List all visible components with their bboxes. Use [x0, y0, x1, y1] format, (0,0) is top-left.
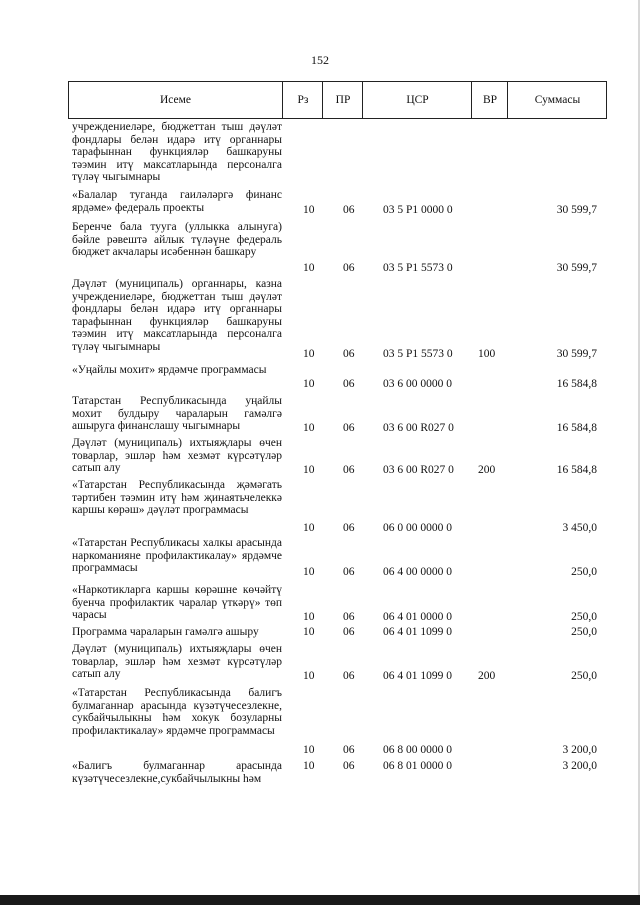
row-csr: 06 4 01 1099 0 [383, 626, 452, 638]
table-row [0, 687, 640, 757]
row-csr: 06 4 01 1099 0 [383, 670, 452, 682]
row-rz: 10 [303, 670, 315, 682]
row-vr: 200 [478, 670, 496, 682]
row-rz: 10 [303, 626, 315, 638]
row-name: Дәүләт (муниципаль) ихтыяҗлары өчен товарлар, эшләр һәм хезмәт күрсәтүләр сатып алу [72, 437, 282, 475]
header-csr: ЦСР [362, 82, 472, 118]
table-row [0, 760, 640, 788]
row-sum: 250,0 [571, 611, 597, 623]
row-csr: 03 6 00 R027 0 [383, 422, 454, 434]
row-csr: 03 6 00 0000 0 [383, 378, 452, 390]
row-name: «Татарстан Республикасында җәмәгать тәртибен тәэмин итү һәм җинаятьчелеккә каршы көрәш» дәүләт программасы [72, 479, 282, 517]
row-csr: 03 5 P1 0000 0 [383, 204, 453, 216]
row-sum: 30 599,7 [556, 262, 597, 274]
table-row [0, 626, 640, 640]
row-sum: 16 584,8 [556, 464, 597, 476]
header-sum: Суммасы [507, 82, 607, 118]
row-pr: 06 [343, 422, 355, 434]
table-row [0, 479, 640, 535]
table-header [68, 81, 607, 119]
row-rz: 10 [303, 744, 315, 756]
row-csr: 03 5 P1 5573 0 [383, 262, 453, 274]
row-pr: 06 [343, 522, 355, 534]
header-vr: ВР [471, 82, 508, 118]
row-csr: 06 8 00 0000 0 [383, 744, 452, 756]
row-sum: 250,0 [571, 566, 597, 578]
table-row [0, 121, 640, 183]
row-rz: 10 [303, 422, 315, 434]
row-name: Татарстан Республикасында уңайлы мохит булдыру чараларын гамәлгә ашыруга финанслашу чыгымнары [72, 395, 282, 433]
row-pr: 06 [343, 760, 355, 772]
row-sum: 250,0 [571, 670, 597, 682]
row-sum: 30 599,7 [556, 348, 597, 360]
row-csr: 06 4 01 0000 0 [383, 611, 452, 623]
row-pr: 06 [343, 626, 355, 638]
page-number: 152 [311, 53, 329, 67]
row-rz: 10 [303, 262, 315, 274]
row-pr: 06 [343, 670, 355, 682]
row-sum: 250,0 [571, 626, 597, 638]
header-pr: ПР [322, 82, 363, 118]
row-name: «Татарстан Республикасында балигъ булмаганнар арасында күзәтүчесезлекне, сукбайчылыкны һәм хокук бозуларны профилактикалау» ярдәмче программасы [72, 687, 282, 737]
row-csr: 06 0 00 0000 0 [383, 522, 452, 534]
row-name: Беренче бала тууга (уллыкка алынуга) бәйле рәвештә айлык түләүне федераль бюджет акчалары исәбеннән башкару [72, 221, 282, 259]
row-pr: 06 [343, 262, 355, 274]
row-sum: 16 584,8 [556, 422, 597, 434]
table-row [0, 189, 640, 219]
row-csr: 03 5 P1 5573 0 [383, 348, 453, 360]
table-row [0, 395, 640, 435]
row-rz: 10 [303, 464, 315, 476]
row-vr: 100 [478, 348, 496, 360]
row-name: «Уңайлы мохит» ярдәмче программасы [72, 364, 267, 376]
header-rz: Рз [282, 82, 323, 118]
header-name: Исеме [159, 94, 192, 106]
row-name: «Балигъ булмаганнар арасында күзәтүчесезлекне,сукбайчылыкны һәм [72, 760, 282, 785]
table-row [0, 221, 640, 275]
table-row [0, 278, 640, 362]
row-name: учреждениеләре, бюджеттан тыш дәүләт фондлары белән идарә итү органнары тарафыннан функцияләр башкаруны тәэмин итү максатларында персоналга түләү чыгымнары [72, 121, 282, 184]
row-sum: 3 450,0 [562, 522, 597, 534]
row-name: Дәүләт (муниципаль) ихтыяҗлары өчен товарлар, эшләр һәм хезмәт күрсәтүләр сатып алу [72, 643, 282, 681]
table-row [0, 643, 640, 683]
row-rz: 10 [303, 522, 315, 534]
table-row [0, 364, 640, 392]
row-pr: 06 [343, 611, 355, 623]
row-rz: 10 [303, 611, 315, 623]
row-pr: 06 [343, 348, 355, 360]
row-pr: 06 [343, 204, 355, 216]
row-rz: 10 [303, 348, 315, 360]
row-rz: 10 [303, 378, 315, 390]
row-rz: 10 [303, 760, 315, 772]
row-pr: 06 [343, 378, 355, 390]
row-csr: 03 6 00 R027 0 [383, 464, 454, 476]
row-name: «Балалар туганда гаиләләргә финанс ярдәме» федераль проекты [72, 189, 282, 214]
scan-bottom-border [0, 895, 640, 905]
row-pr: 06 [343, 744, 355, 756]
row-vr: 200 [478, 464, 496, 476]
row-sum: 30 599,7 [556, 204, 597, 216]
row-name: Дәүләт (муниципаль) органнары, казна учреждениеләре, бюджеттан тыш дәүләт фондлары белән идарә итү органнары тарафыннан функцияләр башкаруны тәэмин итү максатларында персоналга түләү чыгымнары [72, 278, 282, 353]
table-row [0, 537, 640, 579]
row-sum: 3 200,0 [562, 760, 597, 772]
table-row [0, 437, 640, 477]
row-csr: 06 4 00 0000 0 [383, 566, 452, 578]
row-rz: 10 [303, 566, 315, 578]
row-pr: 06 [343, 566, 355, 578]
row-pr: 06 [343, 464, 355, 476]
table-row [0, 584, 640, 624]
row-sum: 16 584,8 [556, 378, 597, 390]
row-name: «Наркотикларга каршы көрәшне көчәйтү буенча профилактик чаралар үткәрү» төп чарасы [72, 584, 282, 622]
row-rz: 10 [303, 204, 315, 216]
row-csr: 06 8 01 0000 0 [383, 760, 452, 772]
row-sum: 3 200,0 [562, 744, 597, 756]
row-name: Программа чараларын гамәлгә ашыру [72, 626, 259, 638]
row-name: «Татарстан Республикасы халкы арасында наркоманияне профилактикалау» ярдәмче программасы [72, 537, 282, 575]
